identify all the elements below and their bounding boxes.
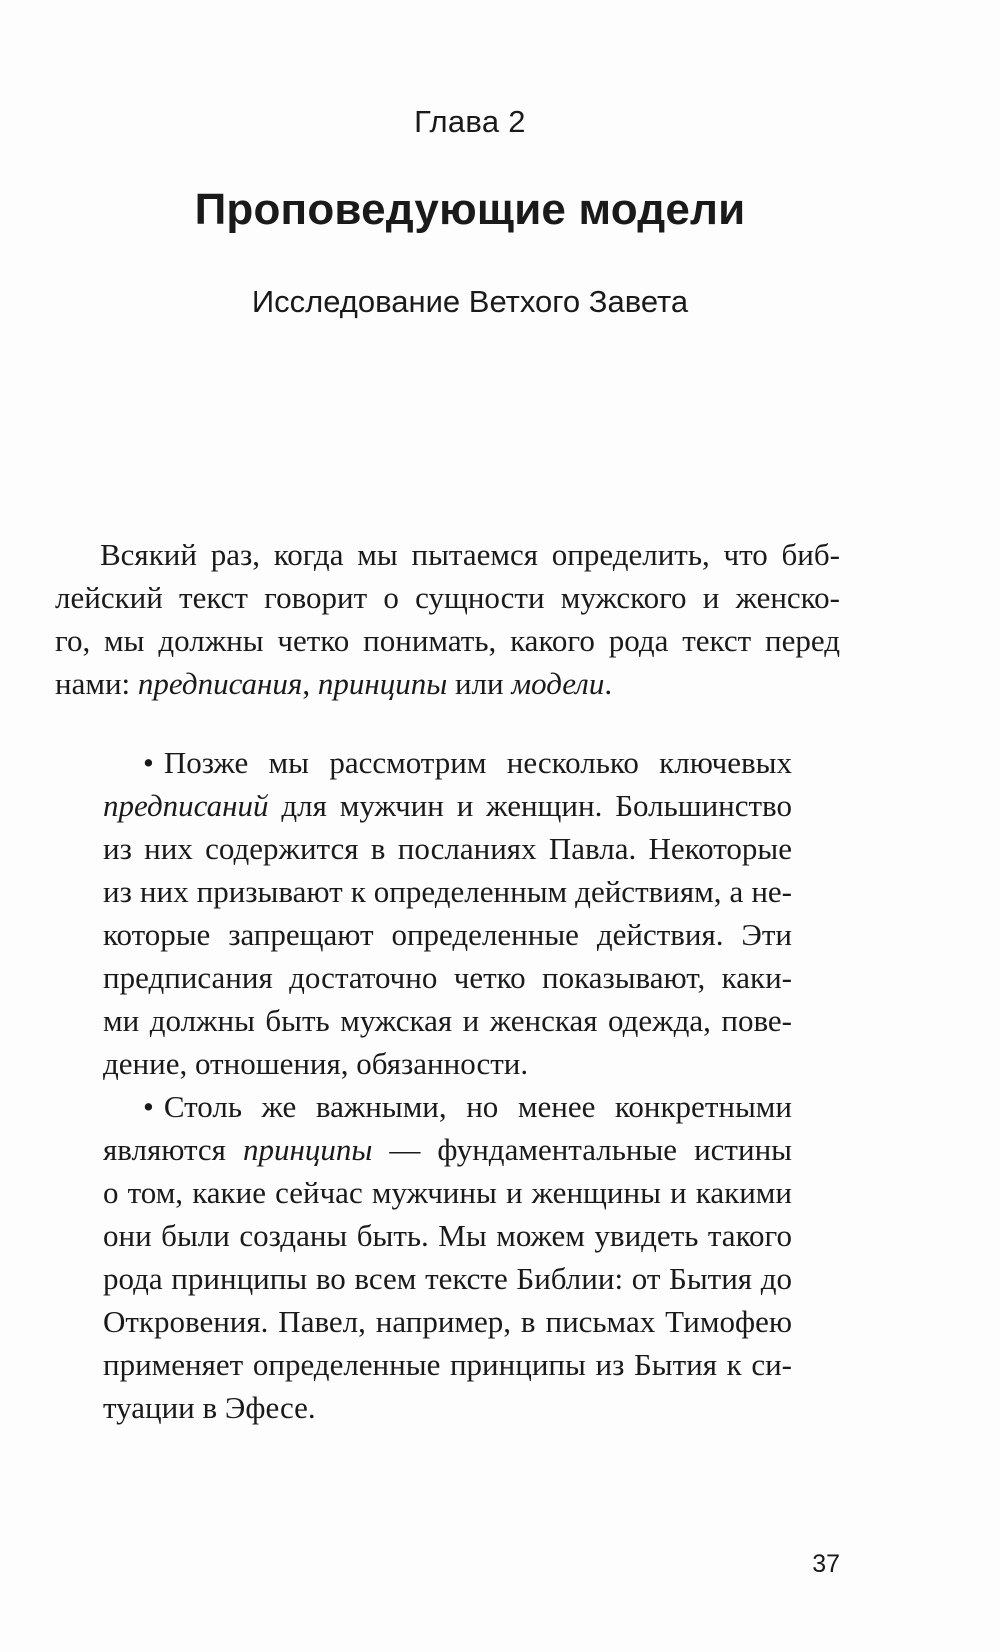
- bullet-marker: •: [143, 745, 154, 780]
- bullet-text: — фундаментальные истины: [372, 1132, 792, 1167]
- intro-text: или: [447, 666, 512, 701]
- bullet-line: [103, 784, 792, 827]
- bullet-line: о том, какие сейчас мужчины и женщины и какими: [103, 1175, 792, 1210]
- bullet-line: [103, 1085, 792, 1128]
- bullet-line: предписания достаточно четко показывают, каки-: [103, 960, 792, 995]
- bullet-line: из них содержится в посланиях Павла. Некоторые: [103, 831, 792, 866]
- bullet-line: дение, отношения, обязанности.: [103, 1046, 529, 1081]
- bullet-line: Откровения. Павел, например, в письмах Тимофею: [103, 1304, 792, 1339]
- bullet-line: ми должны быть мужская и женская одежда, пове-: [103, 1003, 792, 1038]
- bullet-text: для мужчин и женщин. Большинство: [268, 788, 792, 823]
- intro-text: ,: [302, 666, 318, 701]
- intro-line: [55, 662, 840, 705]
- chapter-label: Глава 2: [414, 104, 526, 139]
- chapter-title: Проповедующие модели: [194, 185, 746, 234]
- term-prescriptions: предписания: [137, 666, 303, 701]
- bullet-line: [103, 741, 792, 784]
- term-principles: принципы: [242, 1132, 373, 1167]
- intro-line: лейский текст говорит о сущности мужского и женско-: [55, 580, 840, 615]
- intro-line: го, мы должны четко понимать, какого рода текст перед: [55, 623, 840, 658]
- intro-line: Всякий раз, когда мы пытаемся определить, что биб-: [100, 537, 840, 572]
- bullet-text: Позже мы рассмотрим несколько ключевых: [163, 745, 792, 780]
- bullet-line: применяет определенные принципы из Бытия к си-: [103, 1347, 792, 1382]
- term-prescriptions: предписаний: [103, 788, 269, 823]
- chapter-subtitle: Исследование Ветхого Завета: [251, 284, 689, 319]
- bullet-item-principles: [103, 1085, 792, 1429]
- bullet-line: они были созданы быть. Мы можем увидеть такого: [103, 1218, 792, 1253]
- intro-text: .: [604, 666, 613, 701]
- term-models: модели: [511, 666, 605, 701]
- page-number: 37: [812, 1550, 840, 1578]
- bullet-text: Столь же важными, но менее конкретными: [163, 1089, 792, 1124]
- bullet-line: туации в Эфесе.: [103, 1390, 316, 1425]
- bullet-item-prescriptions: [103, 741, 792, 1085]
- intro-text: нами:: [55, 666, 138, 701]
- bullet-line: из них призывают к определенным действиям, а не-: [103, 874, 792, 909]
- intro-paragraph: [55, 533, 840, 705]
- bullet-marker: •: [143, 1089, 154, 1124]
- bullet-line: [103, 1128, 792, 1171]
- bullet-line: рода принципы во всем тексте Библии: от Бытия до: [103, 1261, 792, 1296]
- bullet-list: [103, 741, 792, 1429]
- term-principles: принципы: [317, 666, 448, 701]
- bullet-line: которые запрещают определенные действия. Эти: [103, 917, 792, 952]
- bullet-text: являются: [103, 1132, 243, 1167]
